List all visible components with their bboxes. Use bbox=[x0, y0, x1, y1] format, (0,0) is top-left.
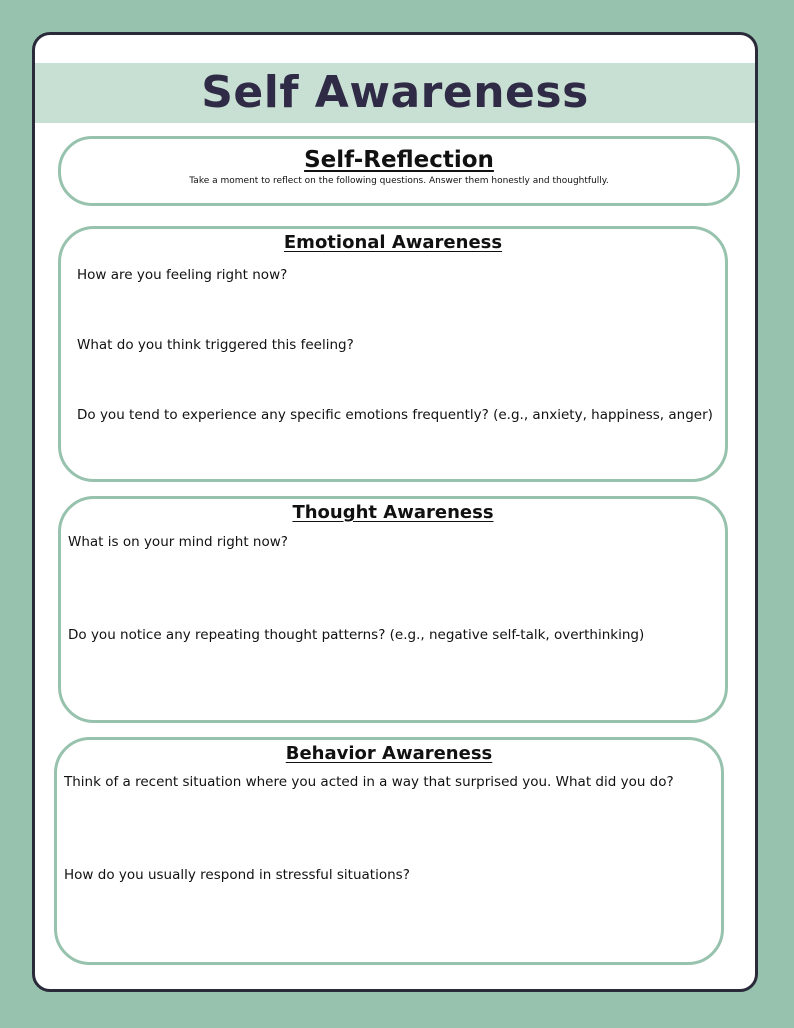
behavior-question-1: Think of a recent situation where you acted in a way that surprised you. What did you do? bbox=[64, 774, 674, 790]
behavior-question-2: How do you usually respond in stressful situations? bbox=[64, 867, 410, 883]
thought-question-2: Do you notice any repeating thought patterns? (e.g., negative self-talk, overthinking) bbox=[68, 627, 645, 643]
emotional-awareness-card bbox=[58, 226, 728, 482]
emotional-question-2: What do you think triggered this feeling? bbox=[77, 337, 354, 353]
self-reflection-heading: Self-Reflection bbox=[304, 147, 494, 173]
emotional-question-3: Do you tend to experience any specific emotions frequently? (e.g., anxiety, happiness, anger) bbox=[77, 407, 713, 423]
self-reflection-card bbox=[58, 136, 740, 206]
emotional-question-1: How are you feeling right now? bbox=[77, 267, 288, 283]
behavior-awareness-card bbox=[54, 737, 724, 965]
page-title: Self Awareness bbox=[201, 67, 589, 118]
thought-awareness-heading: Thought Awareness bbox=[292, 502, 494, 523]
title-band bbox=[35, 63, 755, 123]
emotional-awareness-heading: Emotional Awareness bbox=[283, 232, 503, 253]
thought-question-1: What is on your mind right now? bbox=[68, 534, 288, 550]
thought-awareness-card bbox=[58, 496, 728, 723]
self-reflection-instructions: Take a moment to reflect on the following questions. Answer them honestly and thoughtfully. bbox=[189, 176, 609, 187]
worksheet-page bbox=[32, 32, 758, 992]
behavior-awareness-heading: Behavior Awareness bbox=[285, 743, 493, 764]
